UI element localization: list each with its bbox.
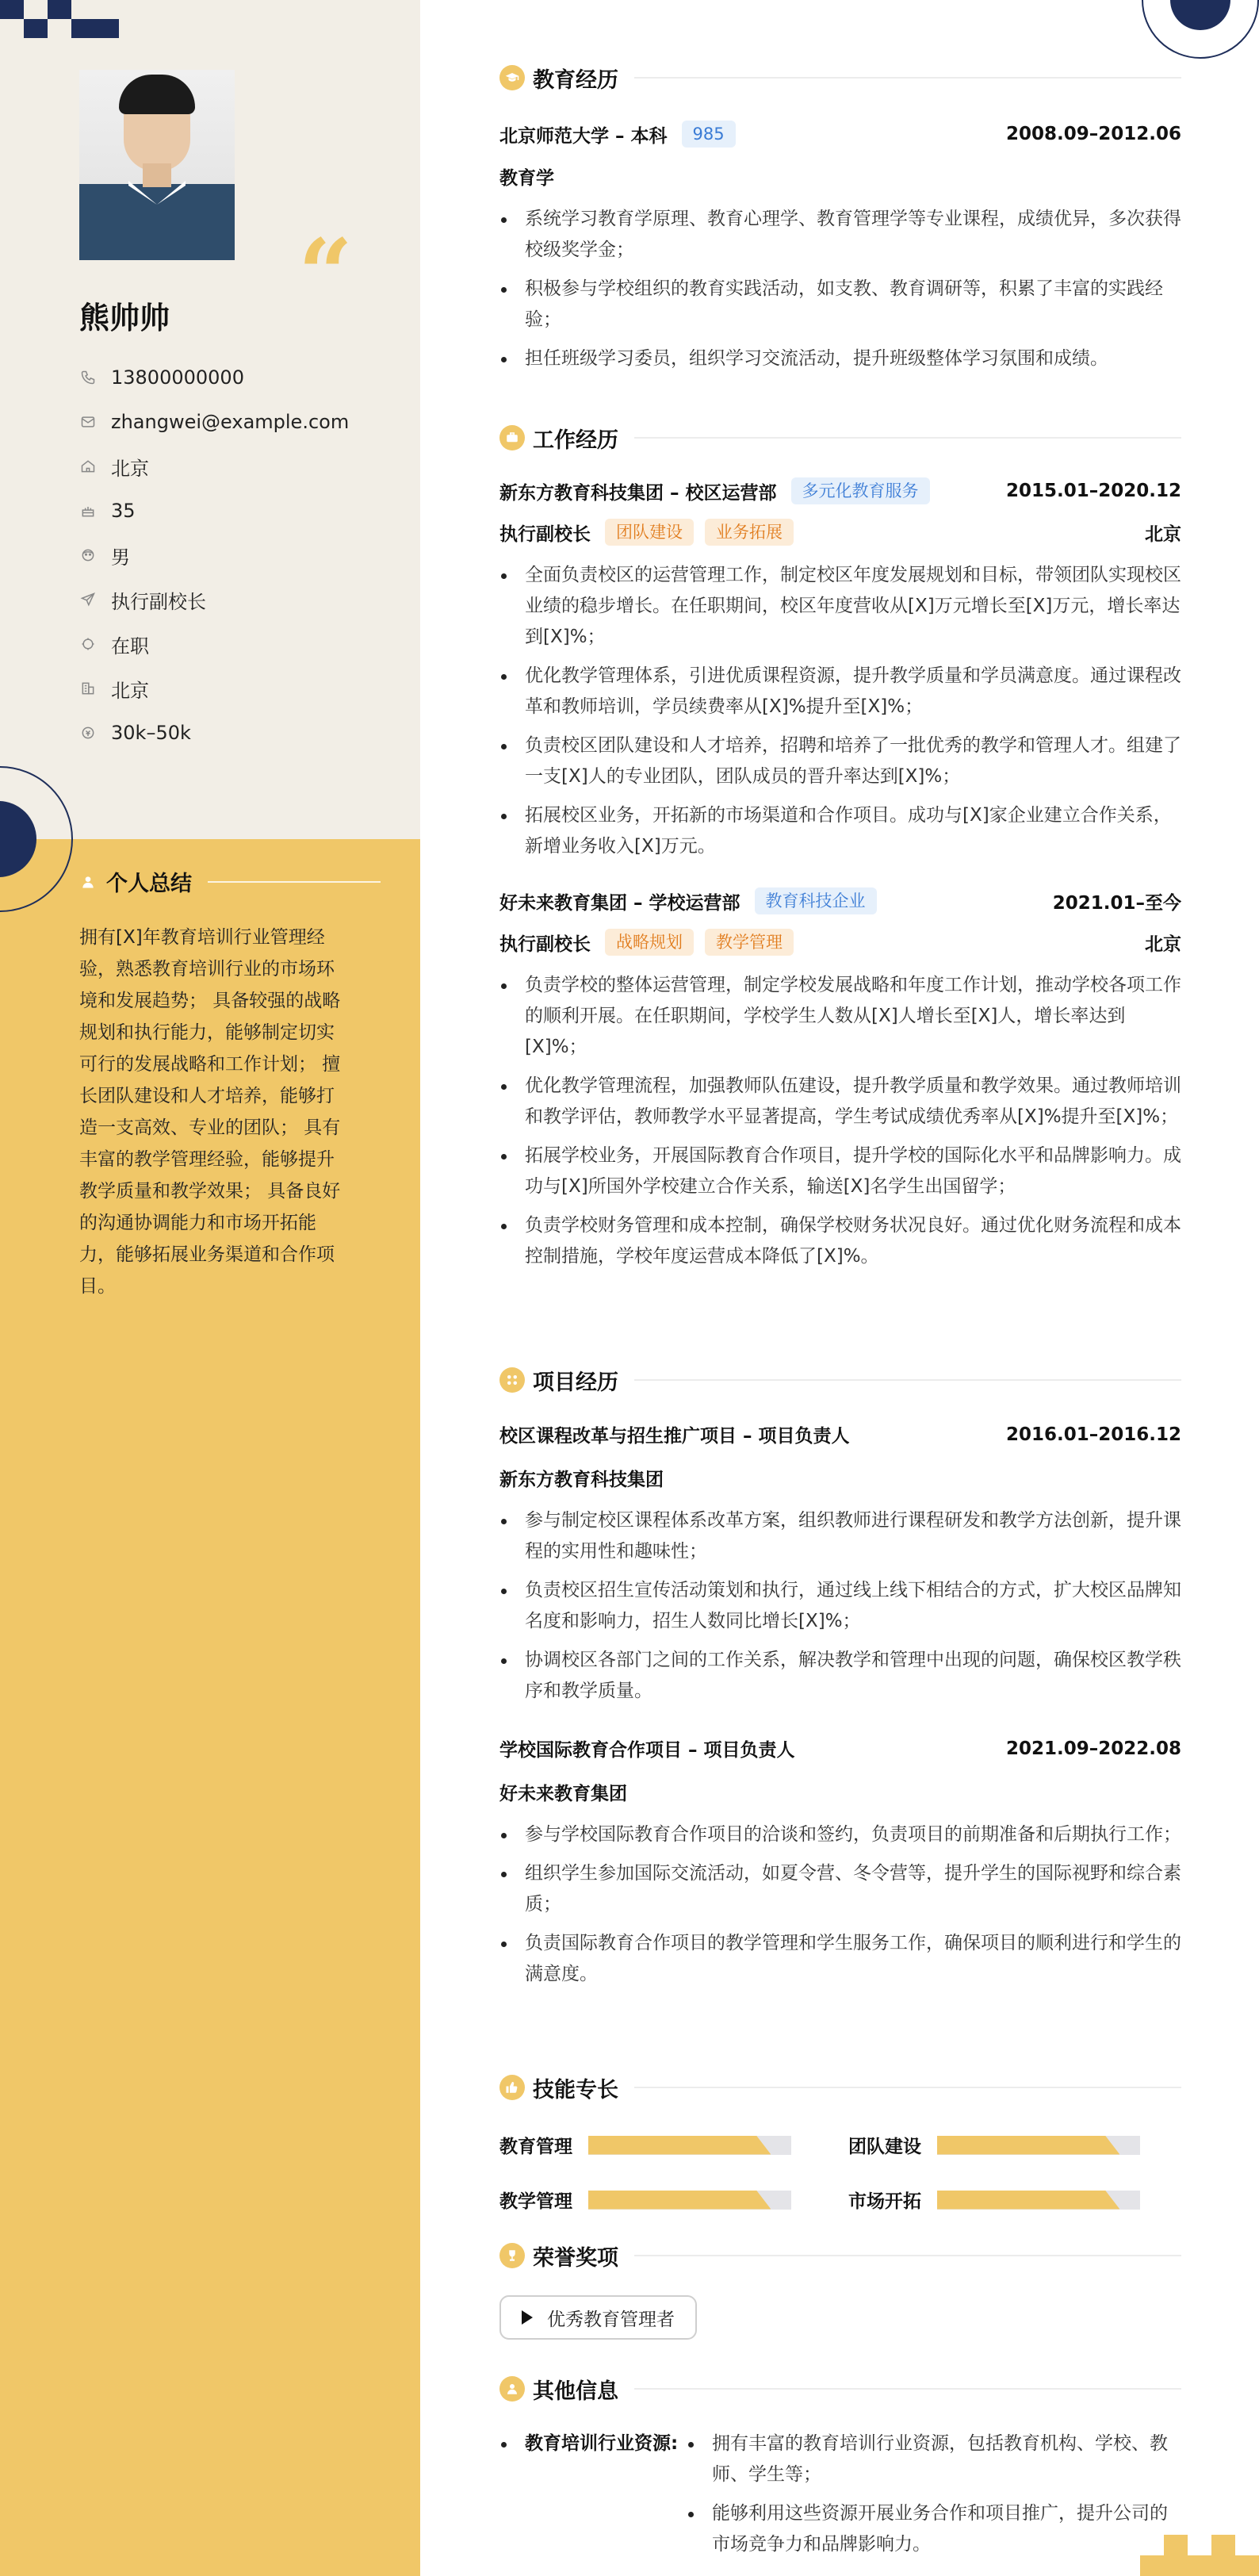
email-icon — [79, 413, 97, 431]
job-position: 执行副校长 — [499, 933, 591, 955]
other-section — [499, 2373, 1181, 2560]
skills-grid — [499, 2132, 1181, 2213]
age-icon — [79, 502, 97, 519]
project-name-row — [499, 1735, 1181, 1761]
projects-header — [499, 1364, 1181, 1396]
list-item: 参与学校国际教育合作项目的洽谈和签约，负责项目的前期准备和后期执行工作； — [499, 1819, 1181, 1850]
job-position-row — [499, 519, 1181, 546]
job-entry — [499, 887, 1181, 1272]
skill-name: 教学管理 — [499, 2191, 572, 2212]
job-bullets — [499, 970, 1181, 1272]
other-header — [499, 2373, 1181, 2405]
project-date: 2016.01–2016.12 — [1005, 1424, 1181, 1445]
salary-icon — [79, 724, 97, 742]
skill-item — [499, 2132, 848, 2158]
person-star-icon — [499, 2376, 525, 2402]
job-company-row — [499, 887, 1181, 914]
school-name: 北京师范大学 – 本科 — [499, 125, 668, 147]
list-item: 负责国际教育合作项目的教学管理和学生服务工作，确保项目的顺利进行和学生的满意度。 — [499, 1928, 1181, 1990]
info-phone: 13800000000 — [79, 355, 396, 400]
info-age: 35 — [79, 489, 396, 533]
person-icon — [79, 873, 97, 891]
list-item: 优化教学管理体系，引进优质课程资源，提升教学质量和学员满意度。通过课程改革和教师培训，学员续费率从[X]%提升至[X]%； — [499, 661, 1181, 723]
contact-info-list — [79, 355, 396, 755]
project-bullets — [499, 1819, 1181, 1990]
education-header — [499, 62, 1181, 94]
job-bullets — [499, 560, 1181, 862]
play-icon — [522, 2310, 533, 2325]
awards-title: 荣誉奖项 — [533, 2245, 618, 2271]
list-item: 协调校区各部门之间的工作关系，解决教学和管理中出现的问题，确保校区教学秩序和教学质量。 — [499, 1645, 1181, 1707]
award-name: 优秀教育管理者 — [547, 2309, 675, 2330]
trophy-icon — [499, 2243, 525, 2268]
city-icon — [79, 680, 97, 697]
company-tag: 教育科技企业 — [755, 887, 877, 914]
list-item: 参与制定校区课程体系改革方案，组织教师进行课程研发和教学方法创新，提升课程的实用性和趣味性； — [499, 1505, 1181, 1567]
project-entry — [499, 1421, 1181, 1707]
phone-icon — [79, 369, 97, 386]
awards-list — [499, 2295, 1181, 2340]
info-city: 北京 — [79, 666, 396, 711]
grid-icon — [499, 1367, 525, 1393]
project-name-row — [499, 1421, 1181, 1447]
summary-text: 拥有[X]年教育培训行业管理经验，熟悉教育培训行业的市场环境和发展趋势； 具备较强的战略规划和执行能力，能够制定切实可行的发展战略和工作计划； 擅长团队建设和人才培养，能够打造一支高效、专业的团队； 具有丰富的教学管理经验，能够提升教学质量和教学效果； 具备良好的沟通协调能力和市场开拓能力，能够拓展业务渠道和合作项目。 — [79, 927, 341, 1297]
job-company: 新东方教育科技集团 – 校区运营部 — [499, 482, 777, 504]
list-item: 全面负责校区的运营管理工作，制定校区年度发展规划和目标，带领团队实现校区业绩的稳步增长。在任职期间，校区年度营收从[X]万元增长至[X]万元，增长率达到[X]%； — [499, 560, 1181, 653]
home-icon — [79, 458, 97, 475]
list-item: 拓展学校业务，开展国际教育合作项目，提升学校的国际化水平和品牌影响力。成功与[X]所国外学校建立合作关系，输送[X]名学生出国留学； — [499, 1140, 1181, 1202]
position-tag: 团队建设 — [605, 519, 694, 546]
job-entry — [499, 477, 1181, 862]
skill-name: 教育管理 — [499, 2137, 572, 2157]
avatar-photo — [79, 70, 235, 260]
awards-section — [499, 2240, 1181, 2340]
education-section — [499, 62, 1181, 374]
school-tag: 985 — [682, 121, 736, 148]
skill-name: 市场开拓 — [848, 2191, 921, 2212]
education-date: 2008.09–2012.06 — [1005, 124, 1181, 144]
job-position-row — [499, 929, 1181, 956]
work-title: 工作经历 — [533, 427, 618, 453]
list-item: 能够利用这些资源开展业务合作和项目推广，提升公司的市场竞争力和品牌影响力。 — [687, 2498, 1181, 2560]
checker-decoration-bottom-right — [1140, 2535, 1259, 2576]
list-item: 负责学校的整体运营管理，制定学校发展战略和年度工作计划，推动学校各项工作的顺利开展。在任职期间，学校学生人数从[X]人增长至[X]人，增长率达到[X]%； — [499, 970, 1181, 1063]
graduation-cap-icon — [499, 65, 525, 90]
projects-section — [499, 1364, 1181, 1990]
job-company: 好未来教育集团 – 学校运营部 — [499, 892, 740, 914]
list-item: 拓展校区业务，开拓新的市场渠道和合作项目。成功与[X]家企业建立合作关系，新增业务收入[X]万元。 — [499, 800, 1181, 862]
job-company-row — [499, 477, 1181, 504]
other-row — [499, 2428, 1181, 2560]
company-tag: 多元化教育服务 — [791, 477, 930, 504]
summary-title: 个人总结 — [106, 872, 192, 896]
projects-title: 项目经历 — [533, 1370, 618, 1395]
summary-divider — [208, 881, 381, 883]
job-date: 2015.01–2020.12 — [1005, 481, 1181, 501]
skill-bar — [588, 2191, 791, 2210]
project-org: 好未来教育集团 — [499, 1784, 627, 1804]
awards-header — [499, 2240, 1181, 2271]
job-position: 执行副校长 — [499, 523, 591, 545]
skill-item — [848, 2132, 1181, 2158]
project-entry — [499, 1735, 1181, 1990]
skills-header — [499, 2072, 1181, 2103]
list-item: 负责学校财务管理和成本控制，确保学校财务状况良好。通过优化财务流程和成本控制措施，学校年度运营成本降低了[X]%。 — [499, 1210, 1181, 1272]
list-item: 负责校区团队建设和人才培养，招聘和培养了一批优秀的教学和管理人才。组建了一支[X]人的专业团队，团队成员的晋升率达到[X]%； — [499, 730, 1181, 792]
work-header — [499, 422, 1181, 454]
info-hometown: 北京 — [79, 444, 396, 489]
education-bullets — [499, 204, 1181, 374]
info-salary: 30k–50k — [79, 711, 396, 755]
other-label: 教育培训行业资源: — [499, 2428, 687, 2560]
skill-bar-fill — [588, 2191, 771, 2210]
sidebar — [0, 0, 420, 2576]
info-job-target: 执行副校长 — [79, 577, 396, 622]
list-item: 组织学生参加国际交流活动，如夏令营、冬令营等，提升学生的国际视野和综合素质； — [499, 1858, 1181, 1920]
thumbs-up-icon — [499, 2075, 525, 2100]
position-tag: 战略规划 — [605, 929, 694, 956]
skill-bar — [588, 2136, 791, 2155]
list-item: 优化教学管理流程，加强教师队伍建设，提升教学质量和教学效果。通过教师培训和教学评估，教师教学水平显著提高，学生考试成绩优秀率从[X]%提升至[X]%； — [499, 1071, 1181, 1133]
quote-mark-icon: “ — [298, 218, 354, 330]
award-badge — [499, 2295, 697, 2340]
job-date: 2021.01–至今 — [1052, 892, 1181, 914]
status-icon — [79, 635, 97, 653]
education-major: 教育学 — [499, 168, 554, 189]
project-org: 新东方教育科技集团 — [499, 1470, 664, 1490]
candidate-name: 熊帅帅 — [79, 301, 170, 335]
skill-item — [848, 2187, 1181, 2213]
other-title: 其他信息 — [533, 2379, 618, 2404]
list-item: 担任班级学习委员，组织学习交流活动，提升班级整体学习氛围和成绩。 — [499, 343, 1181, 374]
project-name: 学校国际教育合作项目 – 项目负责人 — [499, 1740, 795, 1761]
skill-bar-fill — [588, 2136, 771, 2155]
skill-bar-fill — [937, 2191, 1119, 2210]
education-title: 教育经历 — [533, 67, 618, 93]
skill-item — [499, 2187, 848, 2213]
project-bullets — [499, 1505, 1181, 1707]
job-city: 北京 — [1145, 523, 1181, 545]
education-school-row — [499, 121, 1181, 148]
list-item: 负责校区招生宣传活动策划和执行，通过线上线下相结合的方式，扩大校区品牌知名度和影响力，招生人数同比增长[X]%； — [499, 1575, 1181, 1637]
list-item: 积极参与学校组织的教育实践活动，如支教、教育调研等，积累了丰富的实践经验； — [499, 274, 1181, 335]
skill-bar — [937, 2136, 1140, 2155]
list-item: 拥有丰富的教育培训行业资源，包括教育机构、学校、教师、学生等； — [687, 2428, 1181, 2490]
job-target-icon — [79, 591, 97, 608]
position-tag: 教学管理 — [705, 929, 794, 956]
work-section — [499, 422, 1181, 1272]
project-date: 2021.09–2022.08 — [1005, 1738, 1181, 1759]
gender-icon — [79, 546, 97, 564]
project-name: 校区课程改革与招生推广项目 – 项目负责人 — [499, 1426, 850, 1447]
checker-decoration-top-left — [0, 0, 119, 38]
position-tag: 业务拓展 — [705, 519, 794, 546]
skill-bar-fill — [937, 2136, 1119, 2155]
skill-bar — [937, 2191, 1140, 2210]
job-city: 北京 — [1145, 933, 1181, 955]
skill-name: 团队建设 — [848, 2137, 921, 2157]
info-gender: 男 — [79, 533, 396, 577]
info-email: zhangwei@example.com — [79, 400, 396, 444]
summary-header — [79, 866, 381, 897]
skills-section — [499, 2072, 1181, 2213]
list-item: 系统学习教育学原理、教育心理学、教育管理学等专业课程，成绩优异，多次获得校级奖学金； — [499, 204, 1181, 266]
info-status: 在职 — [79, 622, 396, 666]
briefcase-icon — [499, 425, 525, 450]
other-bullets — [687, 2428, 1181, 2560]
skills-title: 技能专长 — [533, 2077, 618, 2103]
